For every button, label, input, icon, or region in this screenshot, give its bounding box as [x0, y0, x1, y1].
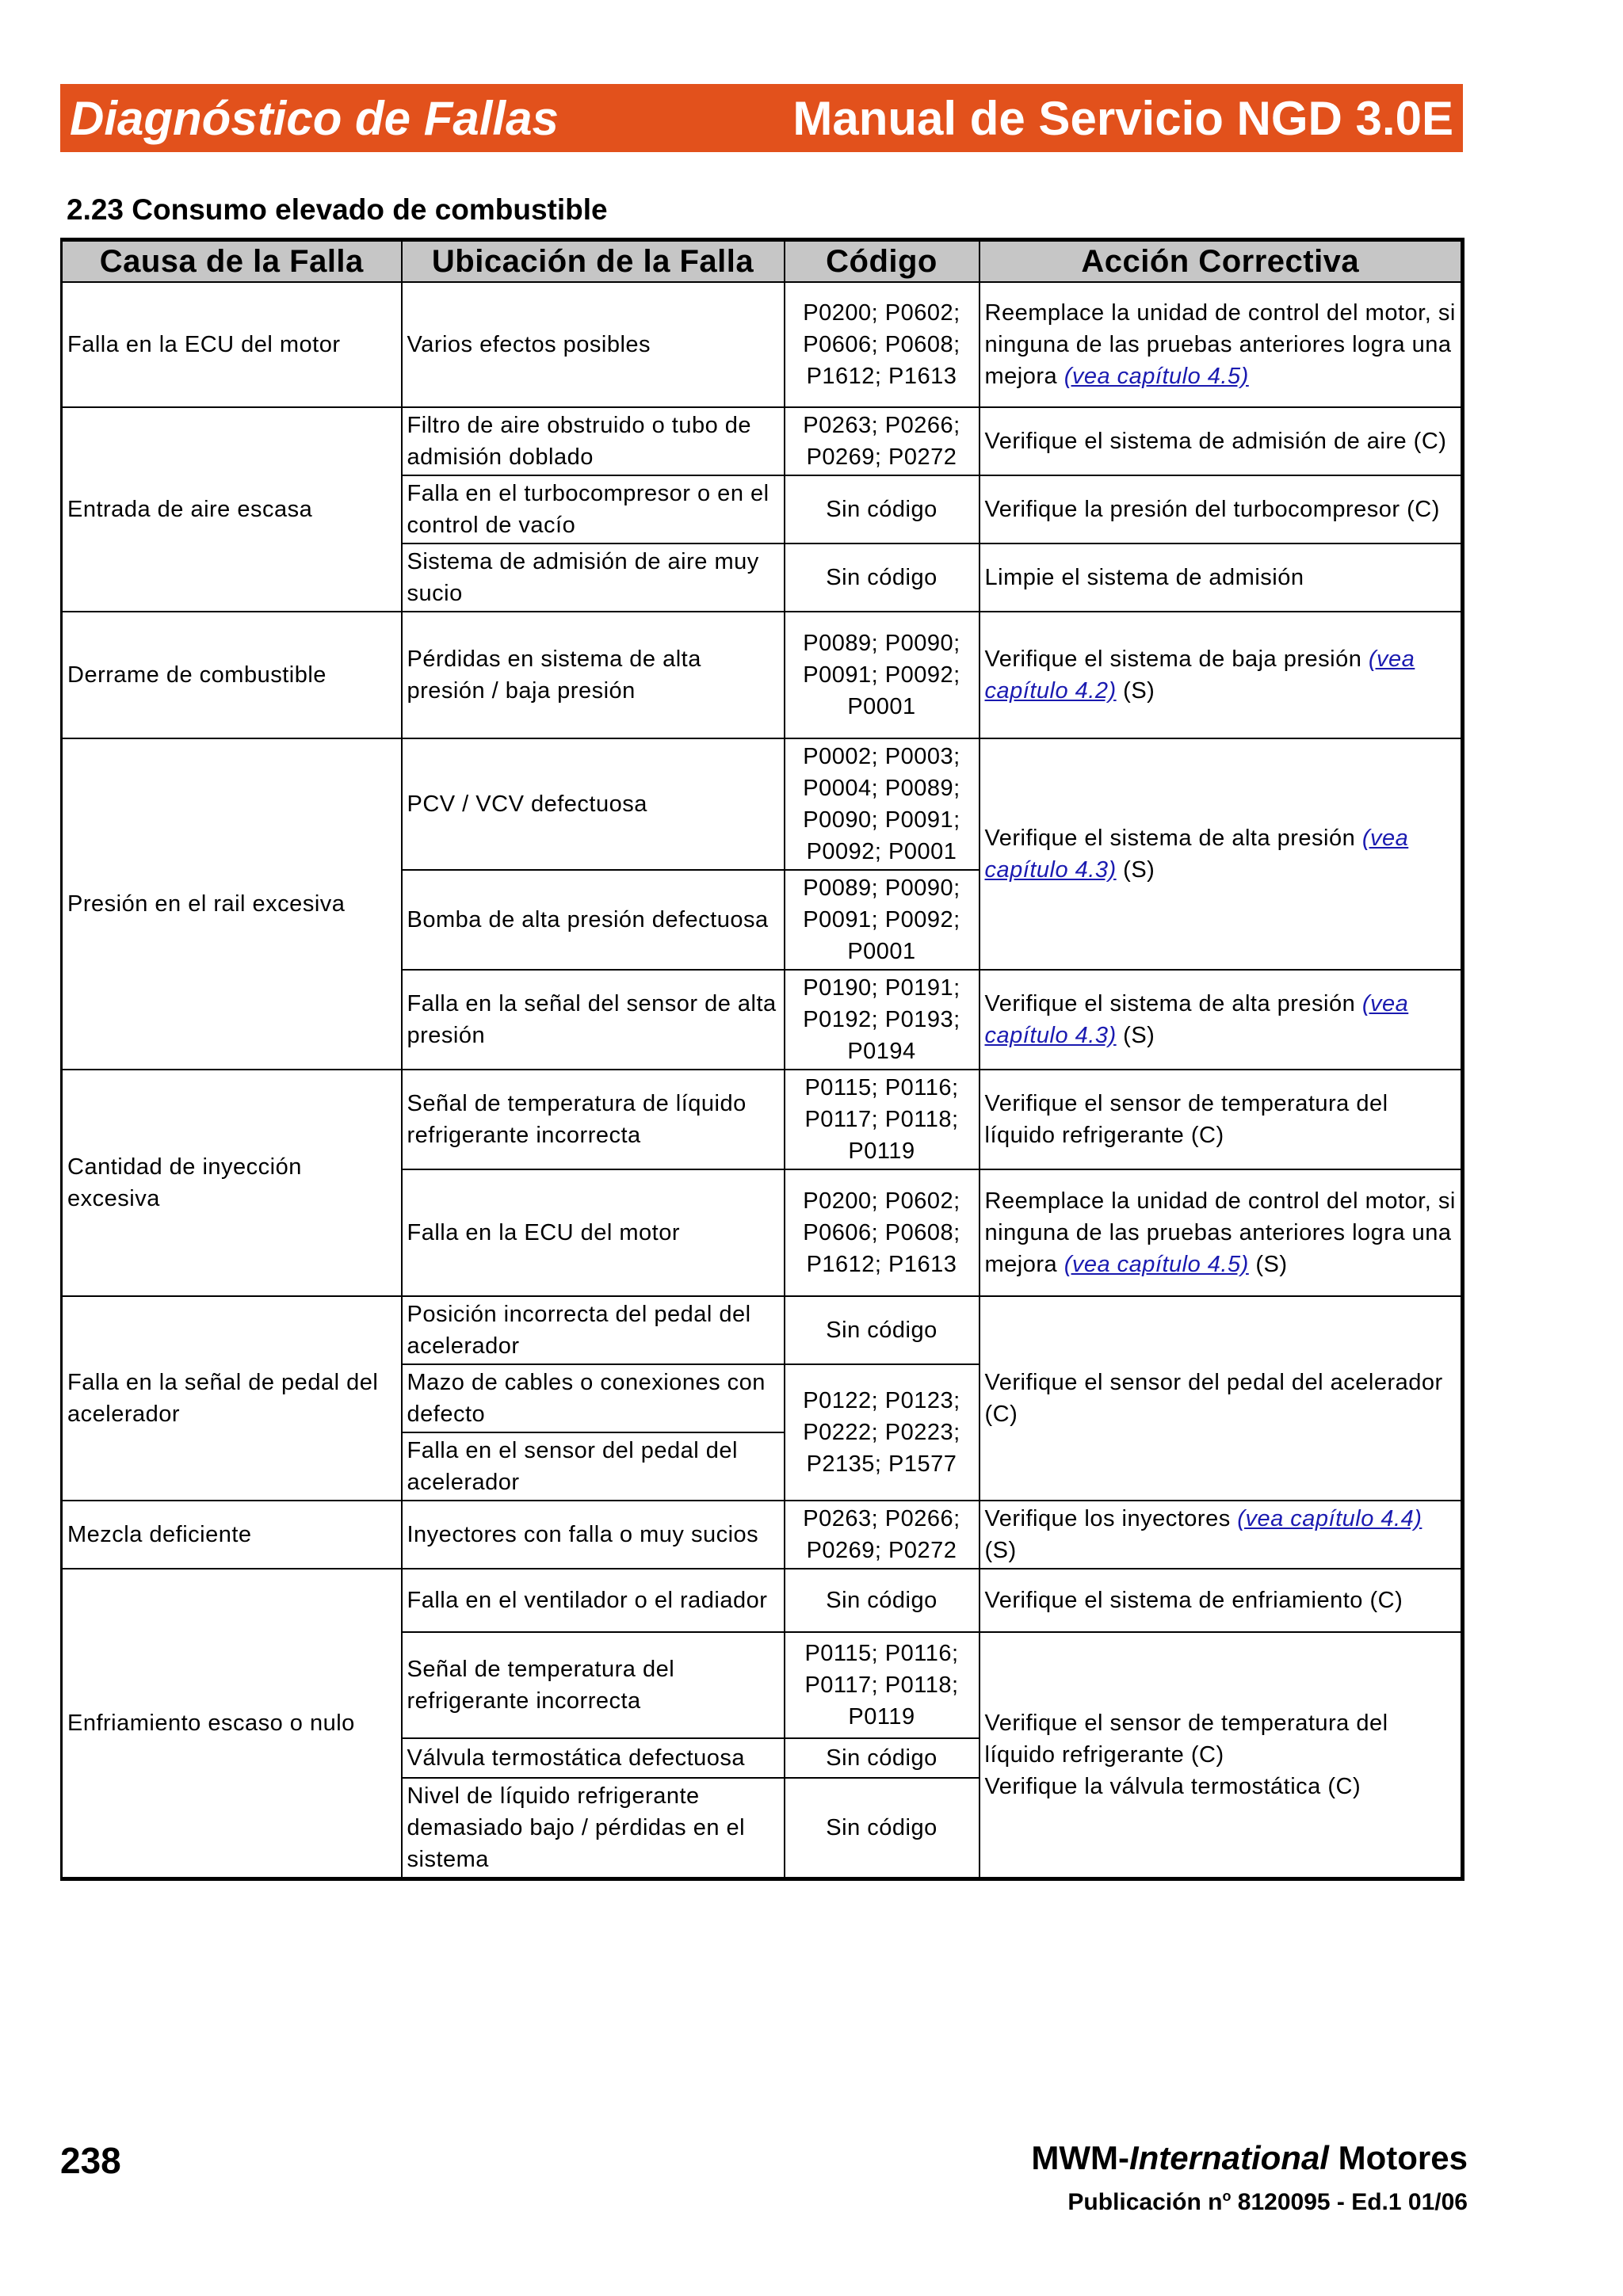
code-cell: P0190; P0191; P0192; P0193; P0194 [785, 970, 980, 1070]
chapter-link[interactable]: (vea capítulo 4.3) [984, 826, 1409, 883]
fault-table [60, 238, 1465, 1881]
brand-suffix: Motores [1328, 2139, 1468, 2176]
header-location: Ubicación de la Falla [402, 240, 785, 283]
cause-cell: Cantidad de inyección excesiva [62, 1070, 402, 1296]
action-cell [980, 1501, 1463, 1569]
action-cell: Verifique el sensor del pedal del acelerador (C) [980, 1296, 1463, 1501]
code-cell: P0200; P0602; P0606; P0608; P1612; P1613 [785, 282, 980, 407]
table-row [62, 612, 1463, 738]
page-number: 238 [60, 2140, 121, 2181]
header-banner [60, 84, 1463, 152]
action-suffix: (S) [1248, 1252, 1288, 1277]
table-row [62, 1569, 1463, 1632]
location-cell: Falla en el ventilador o el radiador [402, 1569, 785, 1632]
pub-prefix: Publicación n [1067, 2189, 1223, 2215]
location-cell: Falla en el turbocompresor o en el control de vacío [402, 475, 785, 543]
action-cell: Limpie el sistema de admisión [980, 543, 1463, 612]
action-text: Reemplace la unidad de control del motor, si ninguna de las pruebas anteriores logra una mejora [984, 300, 1456, 389]
header-left-title: Diagnóstico de Fallas [70, 91, 559, 145]
pub-suffix: 8120095 - Ed.1 01/06 [1231, 2189, 1468, 2215]
location-cell: Válvula termostática defectuosa [402, 1738, 785, 1778]
action-line: Verifique la válvula termostática (C) [984, 1774, 1361, 1799]
code-cell: Sin código [785, 1738, 980, 1778]
action-cell: Verifique el sensor de temperatura del líquido refrigerante (C) [980, 1070, 1463, 1169]
action-cell [980, 970, 1463, 1070]
table-row [62, 1296, 1463, 1364]
code-cell: P0263; P0266; P0269; P0272 [785, 407, 980, 475]
chapter-link[interactable]: (vea capítulo 4.2) [984, 646, 1415, 704]
header-right-title: Manual de Servicio NGD 3.0E [792, 91, 1453, 145]
section-title: 2.23 Consumo elevado de combustible [67, 193, 608, 226]
action-cell [980, 282, 1463, 407]
pub-sup: o [1222, 2188, 1232, 2204]
location-cell: Varios efectos posibles [402, 282, 785, 407]
brand-prefix: MWM- [1031, 2139, 1129, 2176]
location-cell: Falla en la ECU del motor [402, 1169, 785, 1296]
chapter-link[interactable]: (vea capítulo 4.5) [1064, 364, 1249, 389]
location-cell: Sistema de admisión de aire muy sucio [402, 543, 785, 612]
code-cell: P0200; P0602; P0606; P0608; P1612; P1613 [785, 1169, 980, 1296]
cause-cell: Entrada de aire escasa [62, 407, 402, 612]
action-cell: Verifique el sistema de enfriamiento (C) [980, 1569, 1463, 1632]
location-cell: Filtro de aire obstruido o tubo de admisión doblado [402, 407, 785, 475]
action-cell: Verifique la presión del turbocompresor (C) [980, 475, 1463, 543]
table-row [62, 1070, 1463, 1169]
location-cell: Nivel de líquido refrigerante demasiado bajo / pérdidas en el sistema [402, 1778, 785, 1879]
action-text: Reemplace la unidad de control del motor, si ninguna de las pruebas anteriores logra una mejora [984, 1188, 1456, 1277]
action-text: Verifique el sistema de alta presión [984, 991, 1362, 1016]
action-suffix: (S) [984, 1538, 1017, 1563]
cause-cell: Falla en la señal de pedal del acelerador [62, 1296, 402, 1501]
code-cell: Sin código [785, 475, 980, 543]
table-row [62, 738, 1463, 870]
brand-name [1031, 2139, 1468, 2177]
action-text: Verifique el sistema de alta presión [984, 826, 1362, 851]
code-cell: Sin código [785, 543, 980, 612]
action-cell [980, 738, 1463, 970]
action-cell [980, 612, 1463, 738]
code-cell: P0002; P0003; P0004; P0089; P0090; P0091; P0092; P0001 [785, 738, 980, 870]
location-cell: PCV / VCV defectuosa [402, 738, 785, 870]
code-cell: Sin código [785, 1569, 980, 1632]
location-cell: Pérdidas en sistema de alta presión / baja presión [402, 612, 785, 738]
header-action: Acción Correctiva [980, 240, 1463, 283]
action-suffix: (S) [1116, 678, 1155, 704]
cause-cell: Falla en la ECU del motor [62, 282, 402, 407]
location-cell: Falla en el sensor del pedal del acelerador [402, 1432, 785, 1501]
action-text: Verifique el sistema de baja presión [984, 646, 1369, 672]
brand-italic: International [1128, 2139, 1329, 2176]
header-cause: Causa de la Falla [62, 240, 402, 283]
publication-info [1067, 2188, 1468, 2216]
code-cell: Sin código [785, 1778, 980, 1879]
code-cell: P0122; P0123; P0222; P0223; P2135; P1577 [785, 1364, 980, 1501]
chapter-link[interactable]: (vea capítulo 4.3) [984, 991, 1409, 1048]
cause-cell: Enfriamiento escaso o nulo [62, 1569, 402, 1879]
table-row [62, 407, 1463, 475]
table-header-row [62, 240, 1463, 283]
code-cell: Sin código [785, 1296, 980, 1364]
table-row [62, 1501, 1463, 1569]
chapter-link[interactable]: (vea capítulo 4.4) [1237, 1506, 1423, 1531]
header-code: Código [785, 240, 980, 283]
action-cell [980, 1632, 1463, 1879]
location-cell: Falla en la señal del sensor de alta presión [402, 970, 785, 1070]
action-cell [980, 1169, 1463, 1296]
location-cell: Señal de temperatura de líquido refrigerante incorrecta [402, 1070, 785, 1169]
code-cell: P0263; P0266; P0269; P0272 [785, 1501, 980, 1569]
action-text: Verifique los inyectores [984, 1506, 1238, 1531]
code-cell: P0115; P0116; P0117; P0118; P0119 [785, 1632, 980, 1738]
action-line: Verifique el sensor de temperatura del líquido refrigerante (C) [984, 1711, 1388, 1768]
code-cell: P0115; P0116; P0117; P0118; P0119 [785, 1070, 980, 1169]
table-row [62, 282, 1463, 407]
cause-cell: Derrame de combustible [62, 612, 402, 738]
code-cell: P0089; P0090; P0091; P0092; P0001 [785, 870, 980, 970]
location-cell: Inyectores con falla o muy sucios [402, 1501, 785, 1569]
chapter-link[interactable]: (vea capítulo 4.5) [1064, 1252, 1249, 1277]
location-cell: Señal de temperatura del refrigerante incorrecta [402, 1632, 785, 1738]
location-cell: Mazo de cables o conexiones con defecto [402, 1364, 785, 1432]
action-suffix: (S) [1116, 857, 1155, 883]
cause-cell: Mezcla deficiente [62, 1501, 402, 1569]
action-suffix: (S) [1116, 1023, 1155, 1048]
location-cell: Posición incorrecta del pedal del acelerador [402, 1296, 785, 1364]
code-cell: P0089; P0090; P0091; P0092; P0001 [785, 612, 980, 738]
location-cell: Bomba de alta presión defectuosa [402, 870, 785, 970]
action-cell: Verifique el sistema de admisión de aire (C) [980, 407, 1463, 475]
cause-cell: Presión en el rail excesiva [62, 738, 402, 1070]
